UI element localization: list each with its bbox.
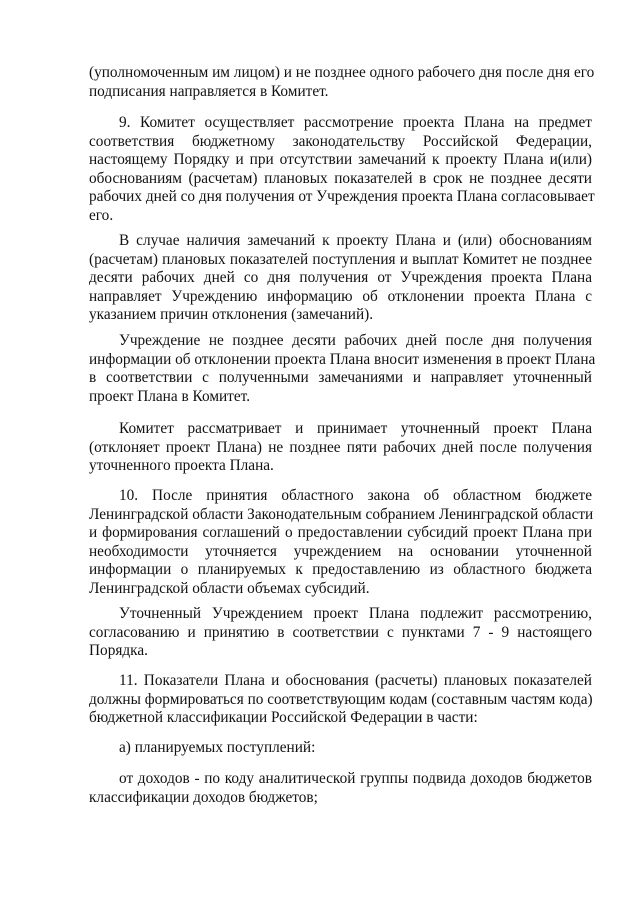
text-line: указанием причин отклонения (замечаний). [89, 306, 374, 323]
text-line: В случае наличия замечаний к проекту Плана и (или) обоснованиям [119, 232, 592, 249]
paragraph-item-11 [89, 672, 592, 728]
text-line: Ленинградской области объемах субсидий. [89, 579, 370, 597]
text-line: и формирования соглашений о предоставлении субсидий проект Плана при [89, 524, 592, 541]
text-line: должны формироваться по соответствующим кодам (составным частям кода) [89, 690, 593, 708]
text-line: подписания направляется в Комитет. [89, 82, 329, 100]
paragraph-item-9-changes [89, 332, 596, 406]
text-line: а) планируемых поступлений: [119, 739, 316, 756]
paragraph-item-9-remarks [89, 232, 592, 325]
paragraph-intro-continuation [89, 64, 595, 101]
text-line: Уточненный Учреждением проект Плана подлежит рассмотрению, [119, 605, 592, 622]
paragraph-item-9-review [89, 420, 592, 476]
text-line: настоящему Порядку и при отсутствии замечаний к проекту Плана и(или) [89, 151, 592, 168]
text-line: в соответствии с полученными замечаниями и направляет уточненный [89, 369, 592, 386]
paragraph-item-9 [89, 114, 595, 225]
text-line: от доходов - по коду аналитической группы подвида доходов бюджетов [119, 770, 592, 787]
text-line: уточненного проекта Плана. [89, 457, 274, 474]
text-line: проект Плана в Комитет. [89, 387, 251, 405]
text-line: (отклоняет проект Плана) не позднее пяти рабочих дней после получения [89, 438, 592, 456]
text-line: 11. Показатели Плана и обоснования (расчеты) плановых показателей [119, 672, 592, 689]
text-line: обоснованиям (расчетам) плановых показателей в срок не позднее десяти [89, 169, 592, 187]
text-line: 10. После принятия областного закона об областном бюджете [119, 487, 592, 504]
text-line: рабочих дней со дня получения от Учреждения проекта Плана согласовывает [89, 188, 595, 205]
paragraph-item-11-a [89, 739, 592, 758]
text-line: согласованию и принятию в соответствии с пунктами 7 - 9 настоящего [89, 623, 592, 641]
text-line: 9. Комитет осуществляет рассмотрение проекта Плана на предмет [119, 114, 592, 131]
text-line: десяти рабочих дней со дня получения от Учреждения проекта Плана [89, 269, 592, 286]
text-line: информации о планируемых к предоставлению из областного бюджета [89, 561, 592, 578]
text-line: Учреждение не позднее десяти рабочих дней после дня получения [119, 332, 592, 349]
text-line: бюджетной классификации Российской Федерации в части: [89, 709, 478, 726]
text-line: направляет Учреждению информацию об отклонении проекта Плана с [89, 287, 592, 305]
paragraph-item-11-income [89, 770, 592, 807]
text-line: Комитет рассматривает и принимает уточненный проект Плана [119, 420, 592, 437]
text-line: (уполномоченным им лицом) и не позднее одного рабочего дня после дня его [89, 64, 595, 81]
paragraph-item-10-refined [89, 605, 592, 661]
text-line: Ленинградской области Законодательным собранием Ленинградской области [89, 505, 594, 523]
text-line: информации об отклонении проекта Плана вносит изменения в проект Плана [89, 350, 596, 368]
text-line: Порядка. [89, 642, 148, 659]
text-line: (расчетам) плановых показателей поступления и выплат Комитет не позднее [89, 250, 592, 268]
text-line: необходимости уточняется учреждением на основании уточненной [89, 542, 592, 560]
text-line: соответствия бюджетному законодательству Российской Федерации, [89, 132, 592, 150]
text-line: классификации доходов бюджетов; [89, 788, 318, 806]
paragraph-item-10 [89, 487, 592, 598]
text-line: его. [89, 206, 114, 224]
